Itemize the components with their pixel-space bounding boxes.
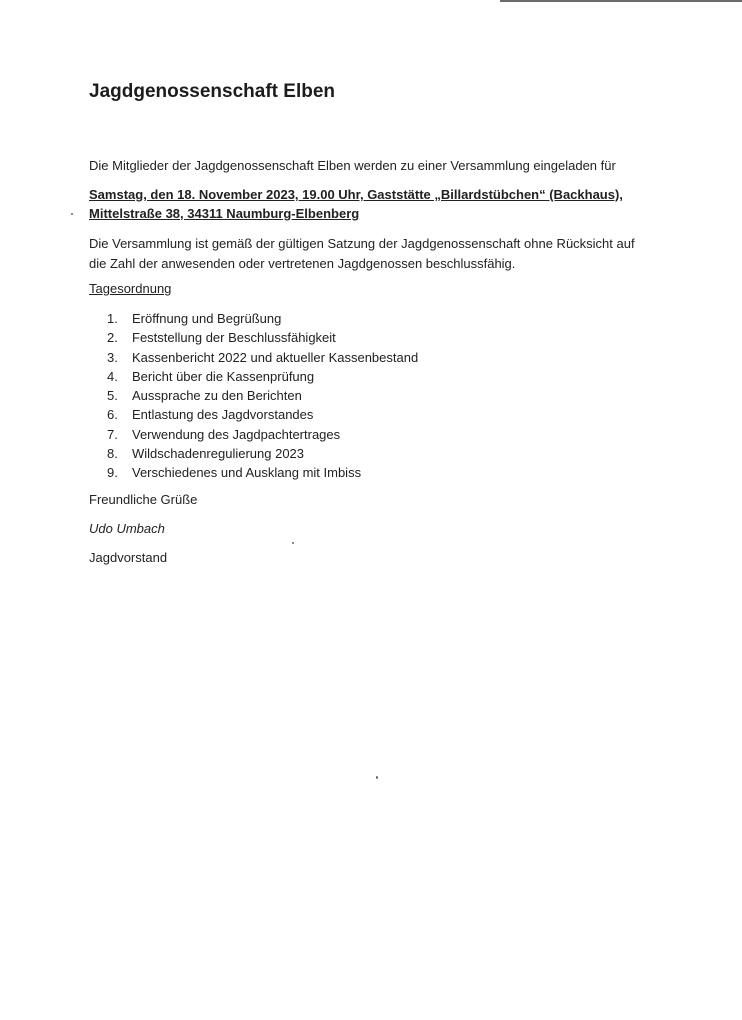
- agenda-item: [107, 444, 418, 463]
- scan-top-edge: [500, 0, 742, 2]
- agenda-item-number: 1.: [107, 311, 118, 326]
- agenda-item: [107, 386, 418, 405]
- closing-greeting: Freundliche Grüße: [89, 492, 198, 507]
- agenda-item: [107, 328, 418, 347]
- agenda-item-number: 9.: [107, 465, 118, 481]
- signatory-role: Jagdvorstand: [89, 550, 168, 565]
- agenda-item-number: 2.: [107, 330, 118, 346]
- agenda-item-number: 7.: [107, 426, 118, 442]
- agenda-list: [107, 309, 418, 483]
- scan-speck: [376, 776, 378, 779]
- agenda-item: [107, 348, 418, 367]
- agenda-item-number: 6.: [107, 407, 118, 423]
- agenda-item-number: 5.: [107, 388, 118, 404]
- agenda-item-text: Aussprache zu den Berichten: [132, 388, 302, 404]
- event-details: [89, 185, 623, 223]
- agenda-item: [107, 367, 418, 386]
- invitation-text: Die Mitglieder der Jagdgenossenschaft Elben werden zu einer Versammlung eingeladen für: [89, 158, 616, 173]
- agenda-item-text: Kassenbericht 2022 und aktueller Kassenbestand: [132, 349, 419, 365]
- agenda-item-number: 8.: [107, 446, 118, 462]
- event-address: Mittelstraße 38, 34311 Naumburg-Elbenberg: [89, 206, 360, 221]
- quorum-line: Die Versammlung ist gemäß der gültigen Satzung der Jagdgenossenschaft ohne Rücksicht auf: [89, 236, 635, 251]
- scan-speck: [71, 213, 73, 215]
- agenda-item-number: 3.: [107, 349, 118, 365]
- agenda-item-text: Feststellung der Beschlussfähigkeit: [132, 330, 336, 346]
- agenda-item-text: Eröffnung und Begrüßung: [132, 311, 282, 326]
- agenda-item-text: Wildschadenregulierung 2023: [132, 446, 305, 462]
- agenda-item: [107, 309, 418, 328]
- quorum-line: die Zahl der anwesenden oder vertretenen Jagdgenossen beschlussfähig.: [89, 256, 516, 271]
- agenda-item-text: Bericht über die Kassenprüfung: [132, 368, 315, 384]
- agenda-item-text: Entlastung des Jagdvorstandes: [132, 407, 314, 423]
- agenda-item-text: Verwendung des Jagdpachtertrages: [132, 426, 341, 442]
- agenda-heading: Tagesordnung: [89, 281, 172, 296]
- document-title: Jagdgenossenschaft Elben: [89, 81, 336, 102]
- scan-speck: [292, 542, 294, 544]
- event-date-venue: Samstag, den 18. November 2023, 19.00 Uhr, Gaststätte „Billardstübchen“ (Backhaus),: [89, 187, 623, 202]
- agenda-item: [107, 463, 418, 482]
- agenda-item-number: 4.: [107, 368, 118, 384]
- agenda-item: [107, 405, 418, 424]
- agenda-item-text: Verschiedenes und Ausklang mit Imbiss: [132, 465, 362, 481]
- signature-name: Udo Umbach: [89, 521, 165, 536]
- agenda-item: [107, 425, 418, 444]
- quorum-statement: [89, 234, 635, 274]
